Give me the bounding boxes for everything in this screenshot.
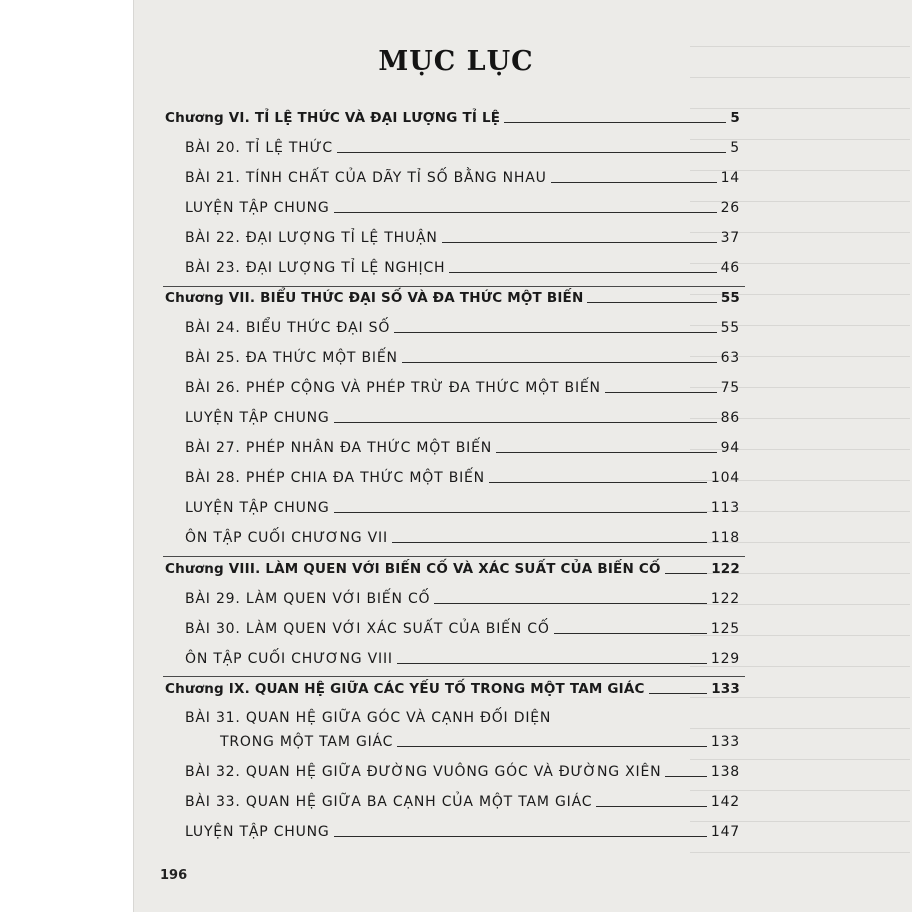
toc-label: LUYỆN TẬP CHUNG bbox=[185, 200, 330, 216]
toc-page-number: 94 bbox=[720, 440, 740, 456]
toc-lesson-33 bbox=[185, 794, 740, 810]
toc-practice bbox=[185, 410, 740, 426]
toc-page-number: 113 bbox=[710, 500, 740, 516]
toc-label: LUYỆN TẬP CHUNG bbox=[185, 410, 330, 426]
leader-line bbox=[489, 482, 707, 483]
toc-page-number: 104 bbox=[710, 470, 740, 486]
toc-label: Chương VIII. LÀM QUEN VỚI BIẾN CỐ VÀ XÁC SUẤT CỦA BIẾN CỐ bbox=[165, 561, 661, 577]
toc-label: BÀI 31. QUAN HỆ GIỮA GÓC VÀ CẠNH ĐỐI DIỆN bbox=[185, 710, 552, 726]
leader-line bbox=[587, 302, 716, 303]
toc-label: LUYỆN TẬP CHUNG bbox=[185, 824, 330, 840]
section-divider bbox=[163, 286, 745, 287]
toc-label: BÀI 20. TỈ LỆ THỨC bbox=[185, 140, 333, 156]
toc-label: Chương IX. QUAN HỆ GIỮA CÁC YẾU TỐ TRONG MỘT TAM GIÁC bbox=[165, 681, 645, 697]
toc-label: LUYỆN TẬP CHUNG bbox=[185, 500, 330, 516]
leader-line bbox=[665, 776, 707, 777]
toc-page-number: 55 bbox=[720, 290, 740, 306]
page-title: MỤC LỤC bbox=[378, 46, 534, 77]
leader-line bbox=[397, 746, 707, 747]
toc-label: ÔN TẬP CUỐI CHƯƠNG VII bbox=[185, 530, 388, 546]
toc-lesson-21 bbox=[185, 170, 740, 186]
leader-line bbox=[334, 422, 717, 423]
toc-label: BÀI 21. TÍNH CHẤT CỦA DÃY TỈ SỐ BẰNG NHAU bbox=[185, 170, 547, 186]
toc-page-number: 133 bbox=[710, 734, 740, 750]
toc-page-number: 147 bbox=[710, 824, 740, 840]
toc-label: BÀI 30. LÀM QUEN VỚI XÁC SUẤT CỦA BIẾN CỐ bbox=[185, 621, 550, 637]
toc-page-number: 118 bbox=[710, 530, 740, 546]
toc-label: BÀI 24. BIỂU THỨC ĐẠI SỐ bbox=[185, 320, 391, 336]
toc-label: BÀI 27. PHÉP NHÂN ĐA THỨC MỘT BIẾN bbox=[185, 440, 492, 456]
toc-lesson-31 bbox=[185, 708, 740, 750]
toc-page-number: 26 bbox=[720, 200, 740, 216]
toc-lesson-22 bbox=[185, 230, 740, 246]
leader-line bbox=[665, 573, 708, 574]
leader-line bbox=[605, 392, 717, 393]
toc-label: Chương VI. TỈ LỆ THỨC VÀ ĐẠI LƯỢNG TỈ LỆ bbox=[165, 110, 501, 126]
toc-label: BÀI 25. ĐA THỨC MỘT BIẾN bbox=[185, 350, 398, 366]
toc-label: BÀI 26. PHÉP CỘNG VÀ PHÉP TRỪ ĐA THỨC MỘT BIẾN bbox=[185, 380, 601, 396]
toc-label: BÀI 23. ĐẠI LƯỢNG TỈ LỆ NGHỊCH bbox=[185, 260, 446, 276]
toc-page-number: 63 bbox=[720, 350, 740, 366]
leader-line bbox=[397, 663, 707, 664]
toc-lesson-26 bbox=[185, 380, 740, 396]
leader-line bbox=[392, 542, 707, 543]
leader-line bbox=[442, 242, 717, 243]
toc-page-number: 46 bbox=[720, 260, 740, 276]
leader-line bbox=[596, 806, 707, 807]
leader-line bbox=[496, 452, 717, 453]
toc-chapter-7 bbox=[165, 290, 740, 306]
toc-page-number: 14 bbox=[720, 170, 740, 186]
toc-label: Chương VII. BIỂU THỨC ĐẠI SỐ VÀ ĐA THỨC MỘT BIẾN bbox=[165, 290, 584, 306]
leader-line bbox=[337, 152, 726, 153]
toc-page-number: 75 bbox=[720, 380, 740, 396]
toc-page-number: 37 bbox=[720, 230, 740, 246]
section-divider bbox=[163, 676, 745, 677]
toc-label: BÀI 22. ĐẠI LƯỢNG TỈ LỆ THUẬN bbox=[185, 230, 438, 246]
leader-line bbox=[334, 212, 717, 213]
toc-page-number: 55 bbox=[720, 320, 740, 336]
leader-line bbox=[434, 603, 707, 604]
leader-line bbox=[402, 362, 717, 363]
toc-lesson-27 bbox=[185, 440, 740, 456]
toc-label: BÀI 33. QUAN HỆ GIỮA BA CẠNH CỦA MỘT TAM GIÁC bbox=[185, 794, 593, 810]
page-number: 196 bbox=[160, 868, 188, 883]
toc-page-number: 5 bbox=[730, 110, 740, 126]
section-divider bbox=[163, 556, 745, 557]
leader-line bbox=[554, 633, 707, 634]
toc-page-number: 138 bbox=[710, 764, 740, 780]
toc-lesson-24 bbox=[185, 320, 740, 336]
toc-page-number: 133 bbox=[711, 681, 740, 697]
toc-review-8 bbox=[185, 651, 740, 667]
toc-lesson-20 bbox=[185, 140, 740, 156]
toc-page-number: 122 bbox=[710, 591, 740, 607]
toc-lesson-32 bbox=[185, 764, 740, 780]
toc-label: BÀI 28. PHÉP CHIA ĐA THỨC MỘT BIẾN bbox=[185, 470, 485, 486]
leader-line bbox=[394, 332, 716, 333]
leader-line bbox=[504, 122, 726, 123]
toc-page-number: 5 bbox=[730, 140, 740, 156]
toc-lesson-25 bbox=[185, 350, 740, 366]
toc-chapter-8 bbox=[165, 561, 740, 577]
toc-label: BÀI 29. LÀM QUEN VỚI BIẾN CỐ bbox=[185, 591, 431, 607]
toc-page-number: 86 bbox=[720, 410, 740, 426]
leader-line bbox=[649, 693, 708, 694]
toc-chapter-6 bbox=[165, 110, 740, 126]
toc-label: ÔN TẬP CUỐI CHƯƠNG VIII bbox=[185, 651, 393, 667]
toc-lesson-30 bbox=[185, 621, 740, 637]
toc-lesson-29 bbox=[185, 591, 740, 607]
toc-label: BÀI 32. QUAN HỆ GIỮA ĐƯỜNG VUÔNG GÓC VÀ ĐƯỜNG XIÊN bbox=[185, 764, 662, 780]
toc-page-number: 122 bbox=[711, 561, 740, 577]
toc-page-number: 129 bbox=[710, 651, 740, 667]
leader-line bbox=[551, 182, 717, 183]
toc-chapter-9 bbox=[165, 681, 740, 697]
toc-practice bbox=[185, 500, 740, 516]
toc-practice bbox=[185, 824, 740, 840]
leader-line bbox=[449, 272, 716, 273]
toc-practice bbox=[185, 200, 740, 216]
leader-line bbox=[334, 512, 707, 513]
toc-lesson-23 bbox=[185, 260, 740, 276]
toc-review-7 bbox=[185, 530, 740, 546]
toc-label-continued: TRONG MỘT TAM GIÁC bbox=[220, 734, 394, 750]
toc-page-number: 142 bbox=[710, 794, 740, 810]
toc-lesson-28 bbox=[185, 470, 740, 486]
toc-page-number: 125 bbox=[710, 621, 740, 637]
leader-line bbox=[334, 836, 707, 837]
